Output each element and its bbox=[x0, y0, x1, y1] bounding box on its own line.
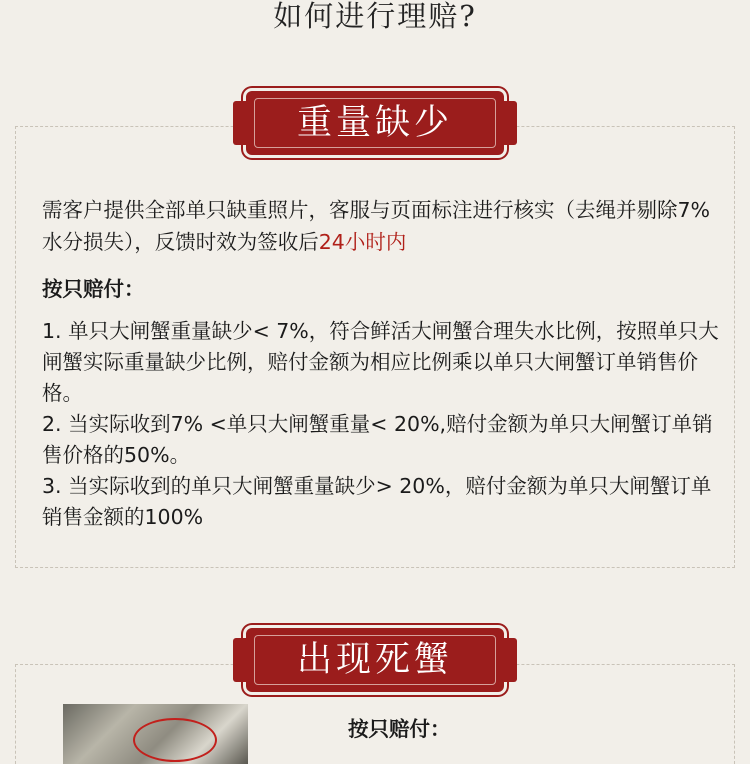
rule-item: 3. 当实际收到的单只大闸蟹重量缺少> 20%，赔付金额为单只大闸蟹订单销售金额的100% bbox=[42, 474, 712, 529]
weight-shortage-title: 重量缺少 bbox=[296, 103, 453, 143]
dead-crab-photo bbox=[63, 704, 248, 764]
intro-text: 需客户提供全部单只缺重照片，客服与页面标注进行核实（去绳并剔除7%水分损失），反馈时效为签收后 bbox=[42, 198, 711, 254]
rule-item: 2. 当实际收到7% <单只大闸蟹重量< 20%,赔付金额为单只大闸蟹订单销售价格的50%。 bbox=[42, 412, 713, 467]
compensation-rules bbox=[42, 316, 722, 533]
intro-deadline-highlight: 24小时内 bbox=[318, 230, 407, 254]
rule-item: 1. 单只大闸蟹重量缺少< 7%，符合鲜活大闸蟹合理失水比例，按照单只大闸蟹实际重量缺少比例，赔付金额为相应比例乘以单只大闸蟹订单销售价格。 bbox=[42, 319, 719, 405]
dead-crab-banner bbox=[246, 628, 504, 692]
weight-shortage-compensation-heading: 按只赔付： bbox=[42, 277, 145, 301]
weight-shortage-banner bbox=[246, 91, 504, 155]
dead-crab-title: 出现死蟹 bbox=[296, 640, 453, 680]
page-title: 如何进行理赔? bbox=[273, 0, 477, 33]
weight-shortage-intro bbox=[42, 194, 722, 258]
dead-crab-compensation-heading: 按只赔付： bbox=[348, 717, 451, 741]
